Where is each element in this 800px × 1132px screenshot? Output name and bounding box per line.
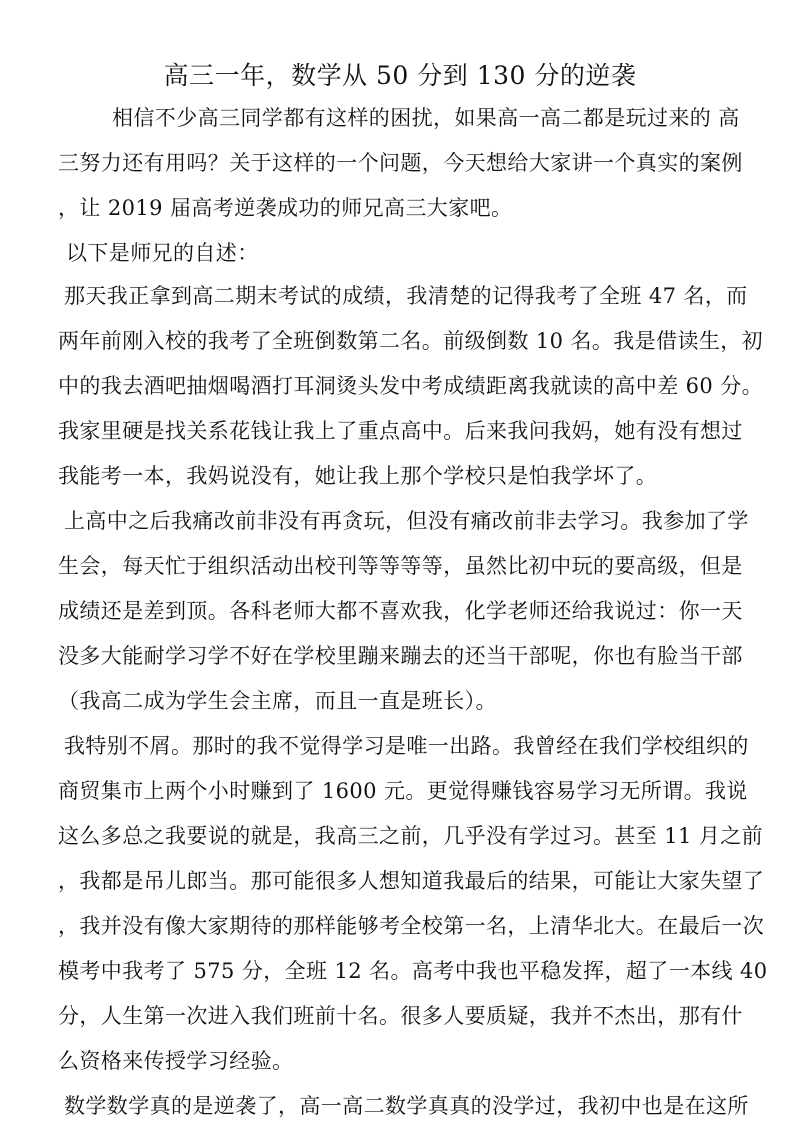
paragraph-line: 分，人生第一次进入我们班前十名。很多人要质疑，我并不杰出，那有什 (58, 1004, 743, 1028)
paragraph-line: 么资格来传授学习经验。 (58, 1049, 294, 1073)
paragraph-line: 数学数学真的是逆袭了，高一高二数学真真的没学过，我初中也是在这所 (64, 1094, 749, 1118)
paragraph-line: （我高二成为学生会主席，而且一直是班长）。 (58, 689, 497, 713)
paragraph-line: 生会，每天忙于组织活动出校刊等等等等，虽然比初中玩的要高级，但是 (58, 554, 743, 578)
paragraph-line: 我能考一本，我妈说没有，她让我上那个学校只是怕我学坏了。 (58, 464, 658, 488)
paragraph-line: 上高中之后我痛改前非没有再贪玩，但没有痛改前非去学习。我参加了学 (64, 509, 749, 533)
paragraph-line: 成绩还是差到顶。各科老师大都不喜欢我，化学老师还给我说过：你一天 (58, 599, 743, 623)
paragraph-line: 我家里硬是找关系花钱让我上了重点高中。后来我问我妈，她有没有想过 (58, 419, 743, 443)
document-title: 高三一年，数学从 50 分到 130 分的逆袭 (163, 61, 637, 90)
paragraph-line: 没多大能耐学习学不好在学校里蹦来蹦去的还当干部呢，你也有脸当干部 (58, 644, 743, 668)
paragraph-line: ，我并没有像大家期待的那样能够考全校第一名，上清华北大。在最后一次 (58, 914, 765, 938)
paragraph-line: 我特别不屑。那时的我不觉得学习是唯一出路。我曾经在我们学校组织的 (64, 734, 749, 758)
paragraph-line: 这么多总之我要说的就是，我高三之前，几乎没有学过习。甚至 11 月之前 (58, 824, 764, 848)
paragraph-line: 相信不少高三同学都有这样的困扰，如果高一高二都是玩过来的 高 (112, 106, 740, 130)
paragraph-line: 模考中我考了 575 分，全班 12 名。高考中我也平稳发挥，超了一本线 40 (58, 959, 768, 983)
paragraph-line: ，让 2019 届高考逆袭成功的师兄高三大家吧。 (58, 196, 513, 220)
paragraph-line: 两年前刚入校的我考了全班倒数第二名。前级倒数 10 名。我是借读生，初 (58, 329, 764, 353)
paragraph-line: 那天我正拿到高二期末考试的成绩，我清楚的记得我考了全班 47 名，而 (64, 284, 748, 308)
paragraph-line: 以下是师兄的自述： (66, 241, 259, 265)
paragraph-line: 中的我去酒吧抽烟喝酒打耳洞烫头发中考成绩距离我就读的高中差 60 分。 (58, 374, 764, 398)
paragraph-line: 三努力还有用吗？关于这样的一个问题，今天想给大家讲一个真实的案例 (58, 151, 743, 175)
paragraph-line: ，我都是吊儿郎当。那可能很多人想知道我最后的结果，可能让大家失望了 (58, 869, 765, 893)
paragraph-line: 商贸集市上两个小时赚到了 1600 元。更觉得赚钱容易学习无所谓。我说 (58, 779, 748, 803)
